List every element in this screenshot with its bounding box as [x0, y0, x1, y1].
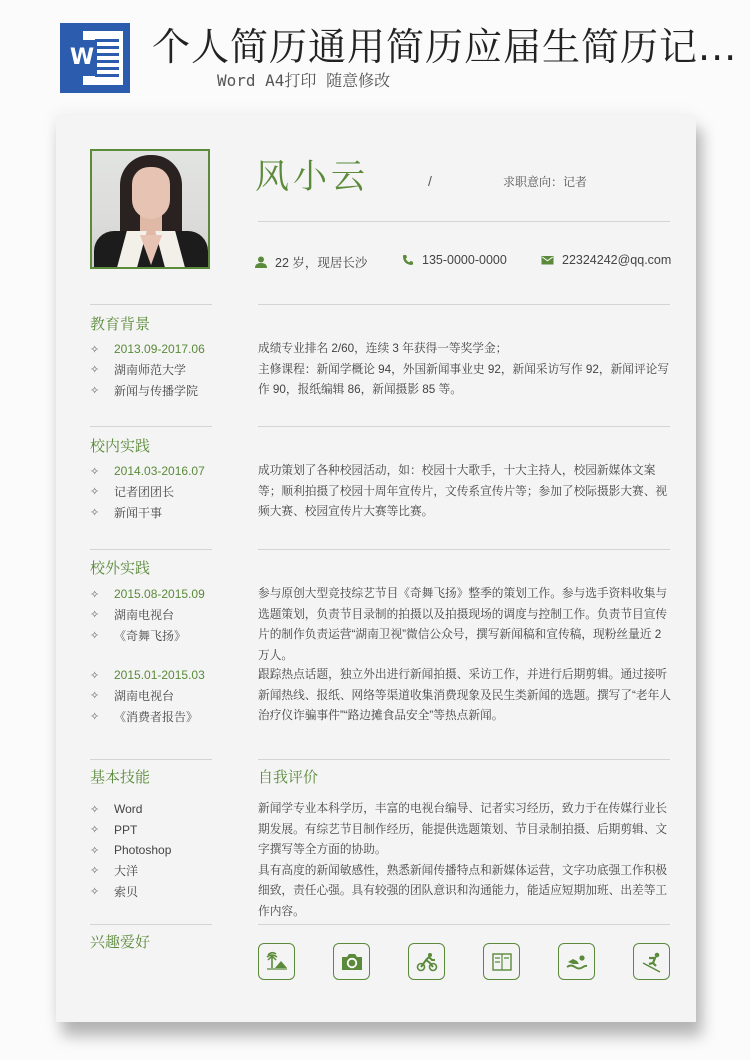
- document-title: 个人简历通用简历应届生简历记...: [152, 25, 738, 69]
- divider: [90, 304, 212, 305]
- external-list-2: [90, 665, 205, 727]
- bullet-icon: ✧: [90, 669, 100, 682]
- separator: /: [428, 173, 432, 189]
- bullet-icon: ✧: [90, 384, 100, 397]
- list-item: ✧ 2014.03-2016.07: [90, 464, 205, 479]
- list-item: ✧ 湖南电视台: [90, 689, 175, 704]
- list-item: ✧ 记者团团长: [90, 485, 175, 500]
- bullet-icon: ✧: [90, 629, 100, 642]
- external-list-1: [90, 584, 205, 646]
- bullet-icon: ✧: [90, 844, 100, 857]
- education-list: [90, 339, 205, 401]
- divider: [258, 221, 670, 222]
- self-eval-description: 新闻学专业本科学历，丰富的电视台编导、记者实习经历，致力于在传媒行业长期发展。有综艺节目制作经历，能提供选题策划、节目录制拍摄、后期剪辑、文字撰写等全方面的协助。 具有高度的新闻敏感性，熟悉新闻传播特点和新媒体运营，文字功底强工作积极细致，责任心强。具有较强的团队意识和沟通能力，能适应短期加班、出差等工作内容。: [258, 802, 668, 918]
- bullet-icon: ✧: [90, 609, 100, 622]
- list-item: ✧ 索贝: [90, 884, 139, 899]
- bullet-icon: ✧: [90, 364, 100, 377]
- divider: [258, 304, 670, 305]
- section-title-skills: 基本技能: [90, 768, 151, 786]
- divider: [258, 549, 670, 550]
- phone-text[interactable]: 135-0000-0000: [422, 253, 507, 267]
- section-title-self-eval: 自我评价: [258, 768, 319, 786]
- portrait-photo: [90, 149, 210, 269]
- candidate-name: 风小云: [255, 157, 369, 197]
- word-letter: W: [67, 40, 97, 76]
- external-description-1: 参与原创大型竞技综艺节目《奇舞飞扬》整季的策划工作。参与选手资料收集与选题策划，负责节目录制的拍摄以及拍摄现场的调度与控制工作。负责节目宣传片的制作负责运营“湖南卫视”微信公众号，撰写新闻稿和宣传稿，现粉丝量近 2 万人。: [258, 587, 668, 662]
- phone: [402, 253, 507, 267]
- swimming-icon: [558, 943, 595, 980]
- divider: [90, 426, 212, 427]
- person-icon: [255, 256, 267, 268]
- bullet-icon: ✧: [90, 710, 100, 723]
- email: [541, 253, 671, 267]
- bullet-icon: ✧: [90, 486, 100, 499]
- job-intent: 求职意向：记者: [503, 175, 588, 189]
- age-location: [255, 253, 367, 271]
- divider: [258, 759, 670, 760]
- list-item: ✧ 新闻与传播学院: [90, 383, 199, 398]
- external-description-2: 跟踪热点话题，独立外出进行新闻拍摄、采访工作，并进行后期剪辑。通过接听新闻热线、报纸、网络等渠道收集消费现象及民生类新闻的选题。撰写了“老年人治疗仪诈骗事件”“路边摊食品安全”等热点新闻。: [258, 668, 671, 722]
- bullet-icon: ✧: [90, 588, 100, 601]
- email-icon: [541, 254, 554, 266]
- divider: [90, 549, 212, 550]
- list-item: ✧ 《奇舞飞扬》: [90, 628, 187, 643]
- bullet-icon: ✧: [90, 343, 100, 356]
- list-item: ✧ 2015.08-2015.09: [90, 587, 205, 602]
- education-description: 成绩专业排名 2/60，连续 3 年获得一等奖学金； 主修课程：新闻学概论 94，外国新闻事业史 92，新闻采访写作 92，新闻评论写作 90，报纸编辑 86，新闻摄影 85 等。: [258, 342, 670, 396]
- email-text[interactable]: 22324242@qq.com: [562, 253, 672, 267]
- bullet-icon: ✧: [90, 803, 100, 816]
- camera-icon: [333, 943, 370, 980]
- list-item: ✧ Word: [90, 802, 143, 817]
- word-icon: [60, 23, 130, 93]
- document-subtitle: Word A4打印 随意修改: [217, 71, 391, 90]
- campus-description: 成功策划了各种校园活动，如：校园十大歌手，十大主持人，校园新媒体文案等；顺利拍摄了校园十周年宣传片，文传系宣传片等；参加了校际摄影大赛、视频大赛、校园宣传片大赛等比赛。: [258, 464, 668, 518]
- divider: [258, 924, 670, 925]
- list-item: ✧ PPT: [90, 822, 138, 837]
- list-item: ✧ 湖南电视台: [90, 608, 175, 623]
- list-item: ✧ 新闻干事: [90, 505, 163, 520]
- banner: [0, 0, 750, 108]
- bullet-icon: ✧: [90, 506, 100, 519]
- section-title-education: 教育背景: [90, 315, 151, 333]
- divider: [90, 759, 212, 760]
- divider: [90, 924, 212, 925]
- age-location-text: 22 岁，现居长沙: [275, 256, 368, 270]
- list-item: ✧ 2015.01-2015.03: [90, 668, 205, 683]
- list-item: ✧ Photoshop: [90, 843, 172, 858]
- skiing-icon: [633, 943, 670, 980]
- section-title-hobbies: 兴趣爱好: [90, 933, 151, 951]
- bullet-icon: ✧: [90, 885, 100, 898]
- bullet-icon: ✧: [90, 865, 100, 878]
- reading-icon: [483, 943, 520, 980]
- cycling-icon: [408, 943, 445, 980]
- section-title-external: 校外实践: [90, 559, 151, 577]
- resume-page: [56, 115, 696, 1022]
- list-item: ✧ 《消费者报告》: [90, 709, 199, 724]
- skills-list: [90, 799, 171, 902]
- list-item: ✧ 大洋: [90, 864, 139, 879]
- divider: [258, 426, 670, 427]
- bullet-icon: ✧: [90, 465, 100, 478]
- list-item: ✧ 湖南师范大学: [90, 363, 187, 378]
- section-title-campus: 校内实践: [90, 437, 151, 455]
- list-item: ✧ 2013.09-2017.06: [90, 342, 205, 357]
- bullet-icon: ✧: [90, 824, 100, 837]
- phone-icon: [402, 254, 414, 266]
- campus-list: [90, 461, 205, 523]
- bullet-icon: ✧: [90, 690, 100, 703]
- travel-icon: [258, 943, 295, 980]
